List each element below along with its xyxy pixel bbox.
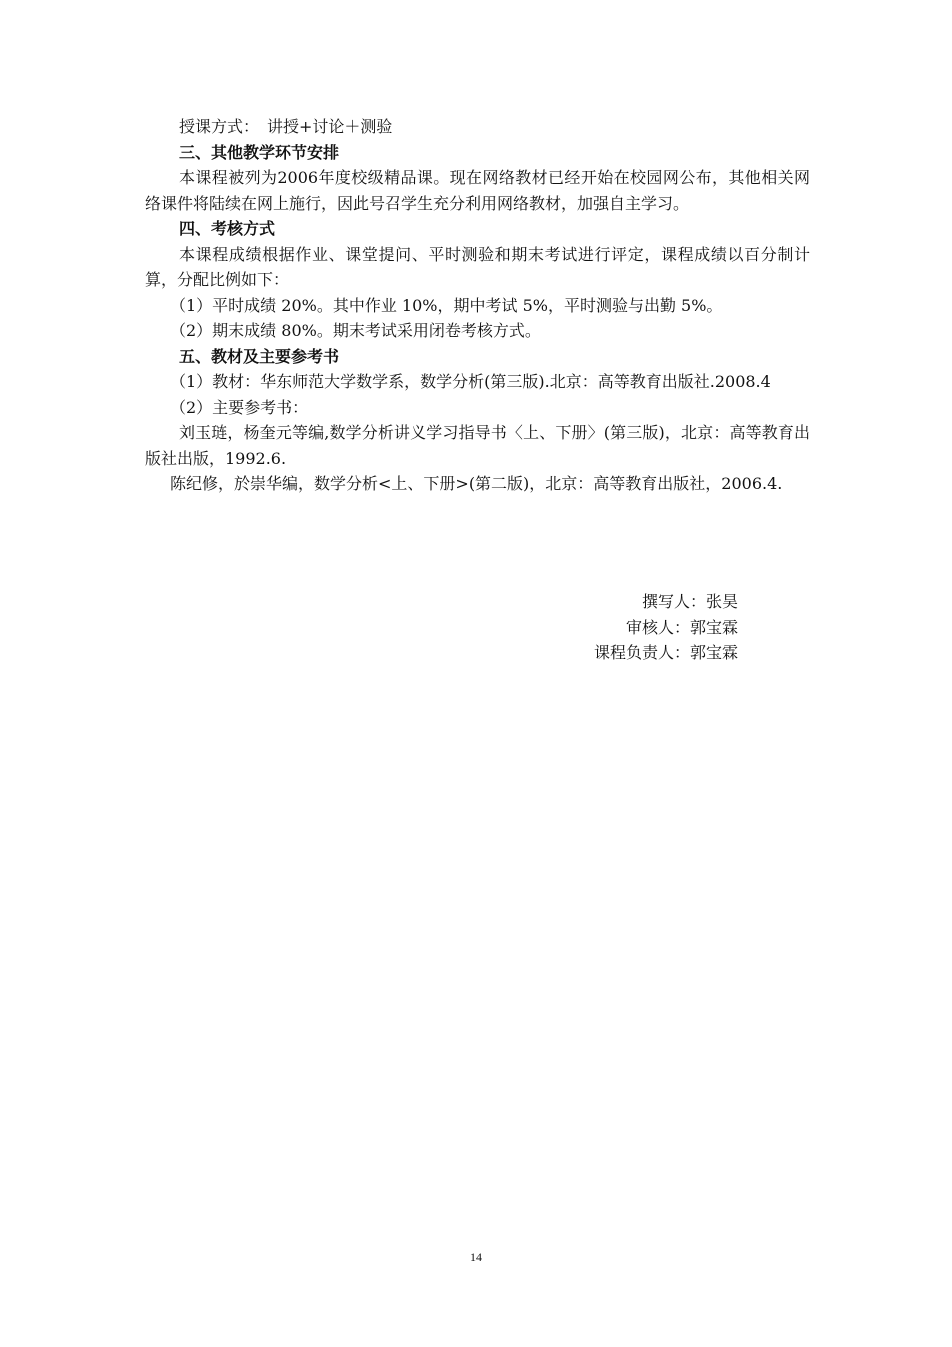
course-owner-line: 课程负责人：郭宝霖 xyxy=(593,643,738,662)
section-4-item-1: （1）平时成绩 20%。其中作业 10%，期中考试 5%，平时测验与出勤 5%。 xyxy=(170,295,723,315)
section-3-paragraph: 本课程被列为2006年度校级精品课。现在网络教材已经开始在校园网公布，其他相关网络课件将陆续在网上施行，因此号召学生充分利用网络教材，加强自主学习。 xyxy=(145,168,810,213)
page-number: 14 xyxy=(470,1250,482,1264)
section-4-item-2: （2）期末成绩 80%。期末考试采用闭卷考核方式。 xyxy=(170,321,541,340)
section-4-paragraph: 本课程成绩根据作业、课堂提问、平时测验和期末考试进行评定，课程成绩以百分制计算，分配比例如下： xyxy=(145,244,810,289)
reference-2: 陈纪修，於崇华编，数学分析<上、下册>(第二版)，北京：高等教育出版社，2006.4. xyxy=(170,474,783,493)
reviewer-line: 审核人：郭宝霖 xyxy=(625,617,738,637)
textbook-entry: （1）教材：华东师范大学数学系，数学分析(第三版).北京：高等教育出版社.2008.4 xyxy=(170,372,771,391)
section-4-heading: 四、考核方式 xyxy=(179,219,276,238)
section-3-heading: 三、其他教学环节安排 xyxy=(179,142,340,162)
document-body xyxy=(145,114,810,497)
references-label: （2）主要参考书： xyxy=(170,397,309,417)
signature-block xyxy=(594,589,738,666)
reference-1: 刘玉琏，杨奎元等编,数学分析讲义学习指导书〈上、下册〉(第三版)，北京：高等教育出版社出版，1992.6. xyxy=(145,423,810,468)
section-5-heading: 五、教材及主要参考书 xyxy=(179,346,340,366)
teaching-method-line: 授课方式： 讲授+讨论＋测验 xyxy=(179,117,393,136)
author-line: 撰写人：张昊 xyxy=(641,592,738,611)
